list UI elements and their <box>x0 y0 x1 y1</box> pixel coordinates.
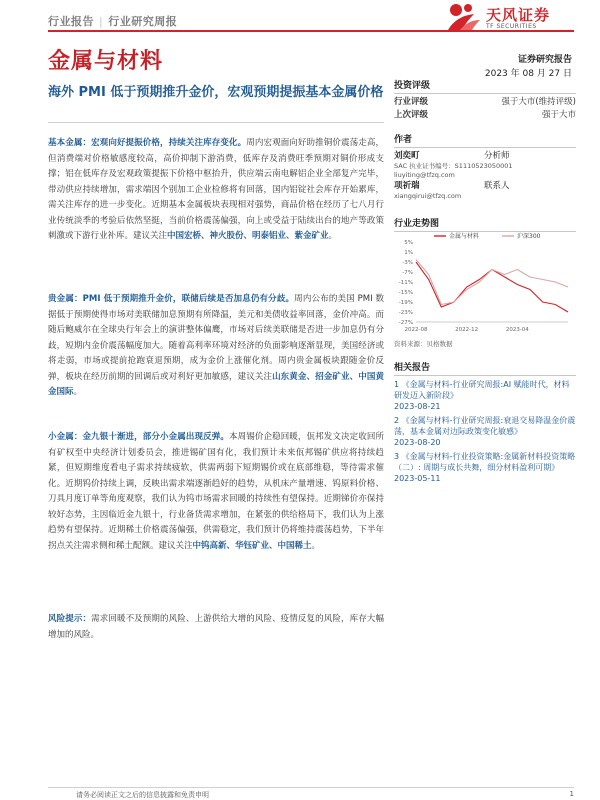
footer-disclaimer: 请务必阅读正文之后的信息披露和免责申明 <box>76 791 209 799</box>
subtitle-divider <box>48 122 384 123</box>
y-tick-label: -3% <box>402 260 413 266</box>
report-subtitle: 海外 PMI 低于预期推升金价，宏观预期提振基本金属价格 <box>48 85 384 100</box>
rating-heading: 投资评级 <box>394 78 576 94</box>
related-num: 3 <box>394 452 400 461</box>
related-num: 2 <box>394 416 400 425</box>
related-date: 2023-08-21 <box>394 402 441 411</box>
rating-label: 行业评级 <box>394 97 429 107</box>
paragraph-text: 周内宏观面向好助推铜价震荡走高，但消费端对价格敏感度较高，高价抑制下游消费，低库存及消费旺季预期对铜价形成支撑；铝在低库存及宏观政策提振下价格中枢抬升，供应端云南电解铝企业全部复产完毕，带动供应持续增加，需求端因个别加工企业检修将有回落，国内铝锭社会库存开始累库，需关注库存的进一步变化。近期基本金属板块表现相对强势，商品价格在经历了七八月行业传统淡季的考验后依然坚挺，当前价格震荡偏强，向上或受益于陆续出台的地产等政策刺激或下游行业补库。建议关注 <box>48 138 384 241</box>
author-section <box>394 132 576 201</box>
author1-name: 刘奕町 <box>394 151 420 161</box>
related-title: 《金属与材料-行业投资策略:金属新材料投资策略（二）: 周期与成长共舞，细分材料盈利可期》 <box>394 452 576 472</box>
author1-role: 分析师 <box>484 151 510 161</box>
report-type: 证券研究报告 <box>517 55 572 65</box>
related-item[interactable] <box>394 415 576 448</box>
author1-sac: SAC 执业证书编号：S1110523050001 <box>394 162 513 170</box>
chart-source: 资料来源：贝格数据 <box>394 340 453 348</box>
related-title: 《金属与材料-行业研究周报:衰退交易降温金价震荡，基本金属对边际政策变化敏感》 <box>394 416 576 436</box>
x-tick-label: 2023-04 <box>505 327 529 333</box>
y-tick-label: -7% <box>402 270 413 276</box>
stock-picks: 山东黄金、招金矿业、中国黄金国际 <box>48 371 384 397</box>
report-tag-left: 行业报告 <box>48 15 94 28</box>
related-section <box>394 360 576 484</box>
industry-trend-chart <box>394 230 576 338</box>
y-tick-label: 1% <box>404 250 413 256</box>
paragraph-text: 周内公布的美国 PMI 数据低于预期使得市场对美联储加息预期有所降温，美元和美债收益率回落，金价冲高。而随后鲍威尔在全球央行年会上的演讲整体偏鹰，市场对后续美联储是否进一步加息仍有分歧，短期内金价震荡幅度加大。随着高利率环境对经济的负面影响逐渐显现，美国经济或将走弱，市场或提前抢跑衰退预期，成为金价上涨催化剂。周内贵金属板块跟随金价反弹，板块在经历前期的回调后或对利好更加敏感，建议关注 <box>48 294 384 382</box>
last-rating-row <box>394 109 576 122</box>
rating-row <box>394 96 576 109</box>
series-line <box>416 260 568 305</box>
tag-separator: | <box>99 15 104 28</box>
header-divider <box>48 30 574 32</box>
author2-email[interactable]: xiangqirui@tfzq.com <box>394 192 462 200</box>
y-tick-label: -19% <box>398 300 413 306</box>
paragraph-tail: 。 <box>73 387 83 397</box>
related-item[interactable] <box>394 451 576 484</box>
paragraph-lead: 基本金属：宏观向好提振价格，持续关注库存变化。 <box>48 138 247 148</box>
tf-logo-icon <box>444 2 484 32</box>
related-date: 2023-05-11 <box>394 474 441 483</box>
legend-label: 沪深300 <box>517 233 541 240</box>
last-rating-value: 强于大市 <box>541 110 576 120</box>
page-title: 金属与材料 <box>48 49 164 74</box>
rating-section <box>394 78 576 122</box>
author1-email[interactable]: liuyiting@tfzq.com <box>394 171 455 179</box>
paragraph-text: 需求回暖不及预期的风险、上游供给大增的风险、疫情反复的风险，库存大幅增加的风险。 <box>48 614 384 640</box>
footer-divider <box>48 787 574 788</box>
last-rating-label: 上次评级 <box>394 110 429 120</box>
author1-row <box>394 150 576 162</box>
y-tick-label: 5% <box>404 240 413 246</box>
paragraph-tail: 。 <box>328 231 338 241</box>
author2-name: 项祈瑞 <box>394 181 420 191</box>
paragraph-precious-metals <box>48 292 384 401</box>
legend-label: 金属与材料 <box>449 233 480 240</box>
author-heading: 作者 <box>394 132 576 148</box>
paragraph-minor-metals <box>48 430 384 554</box>
y-tick-label: -27% <box>398 320 413 326</box>
report-tag <box>48 13 177 29</box>
y-tick-label: -11% <box>398 280 413 286</box>
related-item[interactable] <box>394 379 576 412</box>
author2-role: 联系人 <box>484 181 510 191</box>
logo-subtitle: TF SECURITIES <box>486 23 537 30</box>
y-tick-label: -15% <box>398 290 413 296</box>
report-tag-right: 行业研究周报 <box>108 15 178 28</box>
y-tick-label: -23% <box>398 310 413 316</box>
paragraph-base-metals <box>48 136 384 245</box>
stock-picks: 中钨高新、华钰矿业、中国稀土 <box>192 540 312 551</box>
related-num: 1 <box>394 380 400 389</box>
paragraph-text: 本周锡价企稳回暖，佤邦发文决定收回所有矿权至中央经济计划委员会，推进锡矿国有化，我们预计未来佤邦锡矿供应将持续趋紧，但短期维度看电子需求持续疲软，供需两弱下短期锡价或在底部维稳，等待需求催化。近期钨价持续上调，反映出需求端逐渐趋好的趋势，从机床产量增速、钨原料价格、刀具月度订单等角度观察，我们认为钨市场需求回暖的持续性有望保持。近期锑价亦保持较好态势，主因临近金九银十，行业备货需求增加，在紧张的供给格局下，我们认为上涨趋势有望保持。近期稀土价格震荡偏强，供需稳定，我们预计仍将维持震荡趋势，下半年拐点关注需求侧和稀土配额。建议关注 <box>48 432 384 551</box>
stock-picks: 中国宏桥、神火股份、明泰铝业、紫金矿业 <box>167 231 329 241</box>
logo-name: 天风证券 <box>486 6 551 24</box>
report-date: 2023 年 08 月 27 日 <box>484 69 572 79</box>
x-tick-label: 2022-12 <box>455 327 479 333</box>
paragraph-lead: 风险提示： <box>48 614 92 624</box>
paragraph-tail: 。 <box>311 540 321 551</box>
page-number: 1 <box>569 790 574 798</box>
rating-value: 强于大市(维持评级) <box>501 97 576 107</box>
paragraph-lead: 贵金属：PMI 低于预期推升金价，联储后续是否加息仍有分歧。 <box>48 294 295 304</box>
paragraph-risk <box>48 612 384 643</box>
related-title: 《金属与材料-行业研究周报:AI 赋能时代，材料研发迈入新阶段》 <box>394 380 570 400</box>
chart-heading: 行业走势图 <box>394 216 576 232</box>
related-date: 2023-08-20 <box>394 438 441 447</box>
paragraph-lead: 小金属：金九银十渐进，部分小金属出现反弹。 <box>48 432 229 442</box>
author2-row <box>394 180 576 192</box>
related-heading: 相关报告 <box>394 360 576 376</box>
x-tick-label: 2022-08 <box>404 327 428 333</box>
